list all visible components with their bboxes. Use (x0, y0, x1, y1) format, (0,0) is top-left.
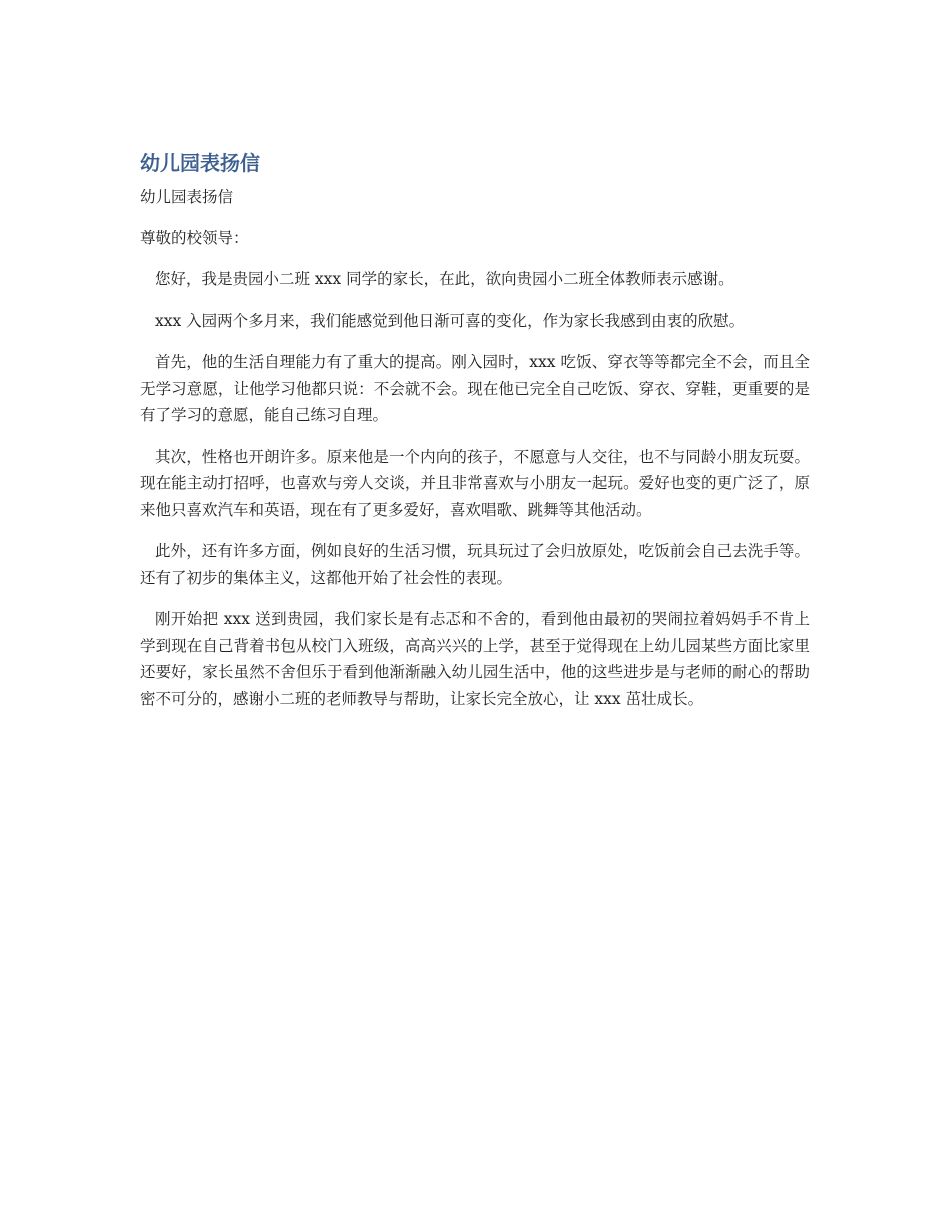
paragraph-personality: 其次，性格也开朗许多。原来他是一个内向的孩子，不愿意与人交往，也不与同龄小朋友玩耍。现在能主动打招呼，也喜欢与旁人交谈，并且非常喜欢与小朋友一起玩。爱好也变的更广泛了，原来他只喜欢汽车和英语，现在有了更多爱好，喜欢唱歌、跳舞等其他活动。 (140, 447, 810, 519)
paragraph-intro: xxx 入园两个多月来，我们能感觉到他日渐可喜的变化，作为家长我感到由衷的欣慰。 (155, 311, 745, 330)
document-title: 幼儿园表扬信 (140, 151, 260, 175)
paragraph-conclusion: 刚开始把 xxx 送到贵园，我们家长是有忐忑和不舍的，看到他由最初的哭闹拉着妈妈手不肯上学到现在自己背着书包从校门入班级，高高兴兴的上学，甚至于觉得现在上幼儿园某些方面比家里还要好，家长虽然不舍但乐于看到他渐渐融入幼儿园生活中，他的这些进步是与老师的耐心的帮助密不可分的，感谢小二班的老师教导与帮助，让家长完全放心，让 xxx 茁壮成长。 (140, 610, 810, 708)
paragraph-habits: 此外，还有许多方面，例如良好的生活习惯，玩具玩过了会归放原处，吃饭前会自己去洗手等。还有了初步的集体主义，这都他开始了社会性的表现。 (140, 542, 810, 587)
paragraph-self-care: 首先，他的生活自理能力有了重大的提高。刚入园时，xxx 吃饭、穿衣等等都完全不会，而且全无学习意愿，让他学习他都只说：不会就不会。现在他已完全自己吃饭、穿衣、穿鞋，更重要的是有了学习的意愿，能自己练习自理。 (140, 353, 810, 424)
paragraph-greeting: 您好，我是贵园小二班 xxx 同学的家长，在此，欲向贵园小二班全体教师表示感谢。 (155, 270, 734, 288)
document-subtitle: 幼儿园表扬信 (140, 188, 234, 206)
salutation: 尊敬的校领导： (140, 229, 249, 247)
document-page (140, 148, 810, 727)
